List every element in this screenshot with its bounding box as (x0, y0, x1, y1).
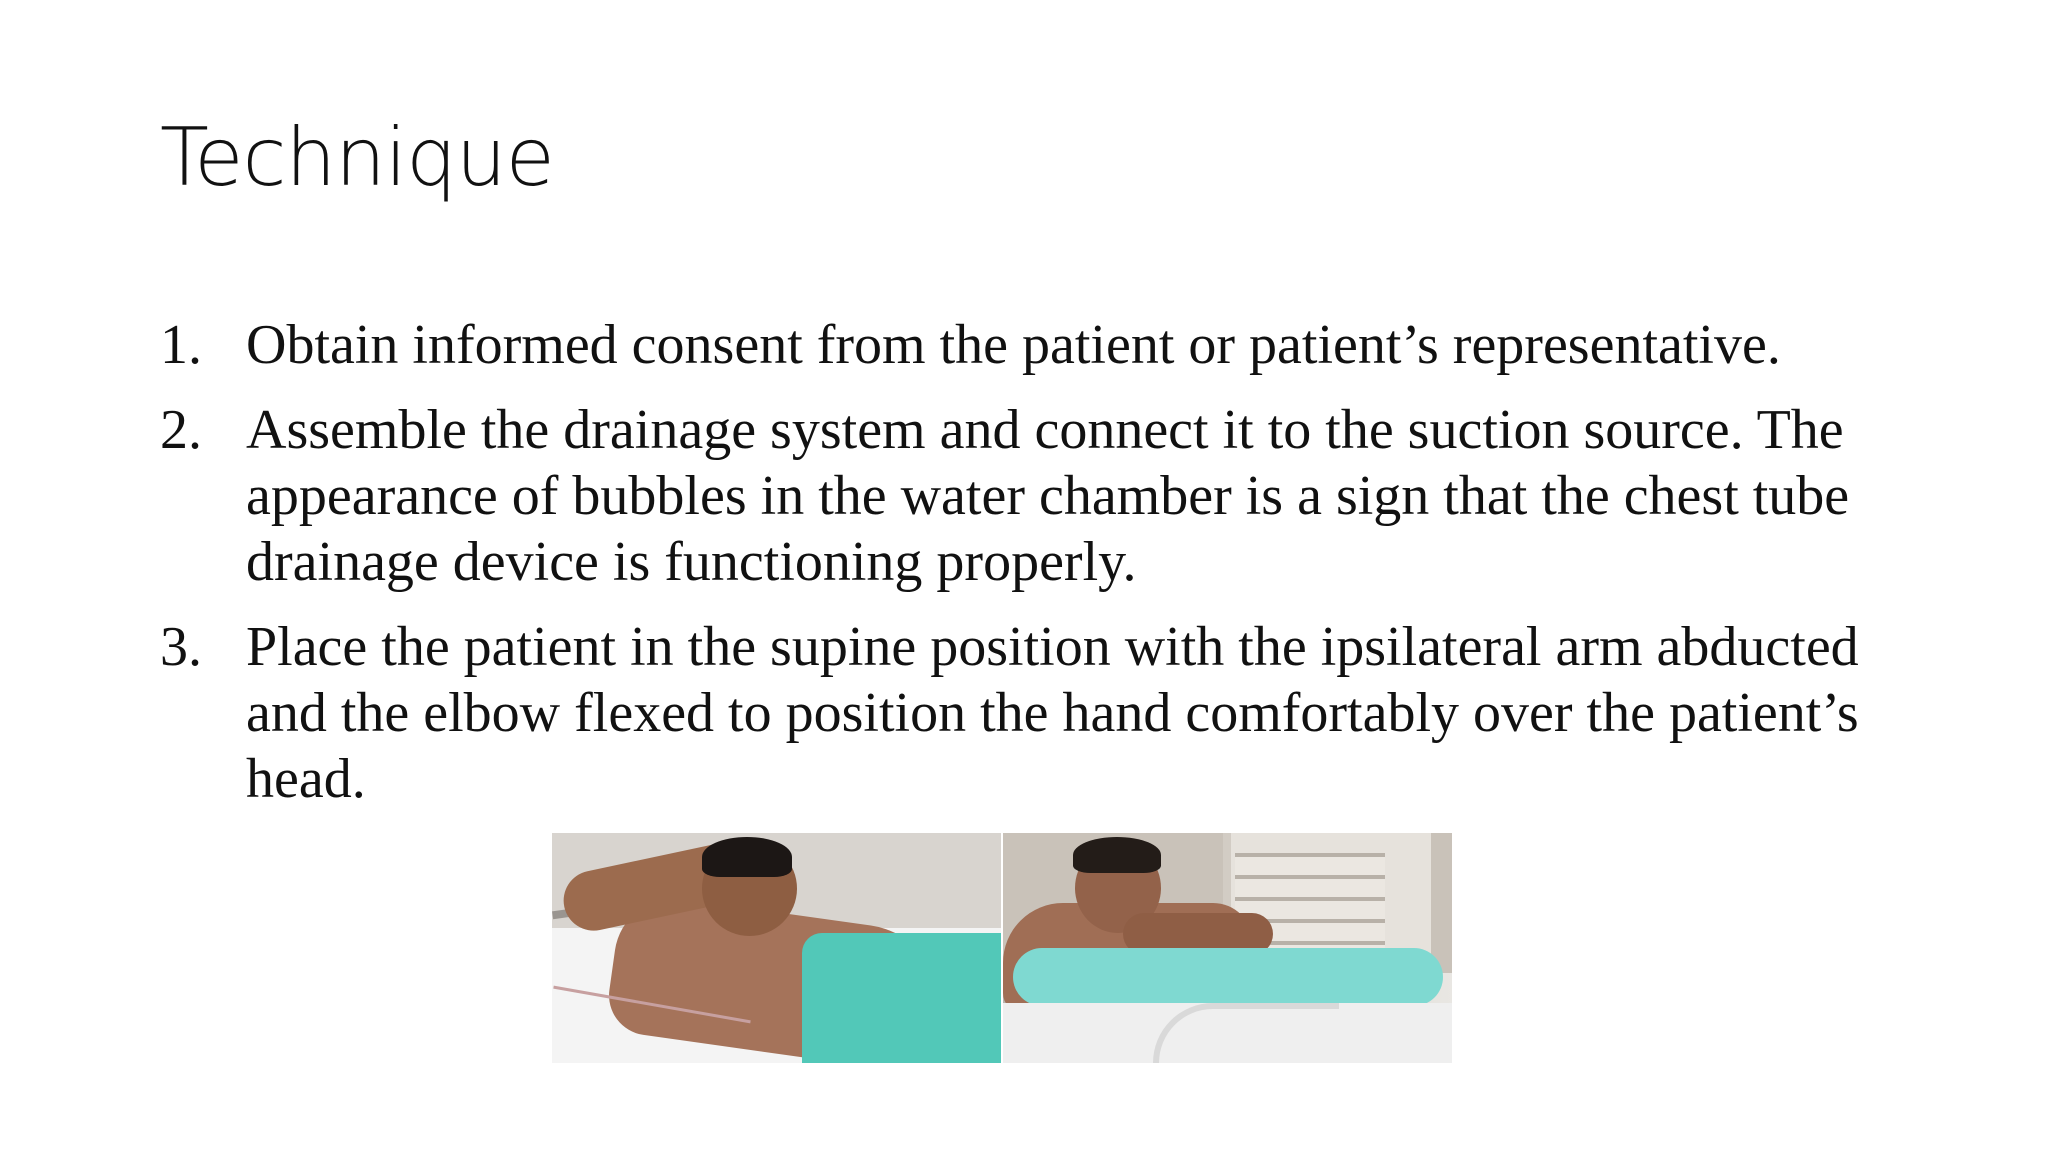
patient-supine-arm-abducted-photo (552, 833, 1001, 1063)
list-item (160, 614, 1920, 812)
slide-title: Technique (160, 111, 554, 204)
list-item-number: 2. (160, 399, 202, 461)
list-item-text: Place the patient in the supine position with the ipsilateral arm abducted and the elbow flexed to position the hand comfortably over the patient’s head. (246, 616, 1859, 810)
list-item-text: Assemble the drainage system and connect it to the suction source. The appearance of bubbles in the water chamber is a sign that the chest tube drainage device is functioning properly. (246, 399, 1850, 593)
list-item-number: 3. (160, 616, 202, 678)
patient-position-photos (552, 833, 1452, 1063)
list-item (160, 397, 1920, 595)
list-item (160, 312, 1920, 378)
list-item-text: Obtain informed consent from the patient or patient’s representative. (246, 314, 1781, 376)
technique-steps-list (160, 312, 1920, 831)
list-item-number: 1. (160, 314, 202, 376)
patient-seated-leaning-on-pillow-photo (1003, 833, 1452, 1063)
